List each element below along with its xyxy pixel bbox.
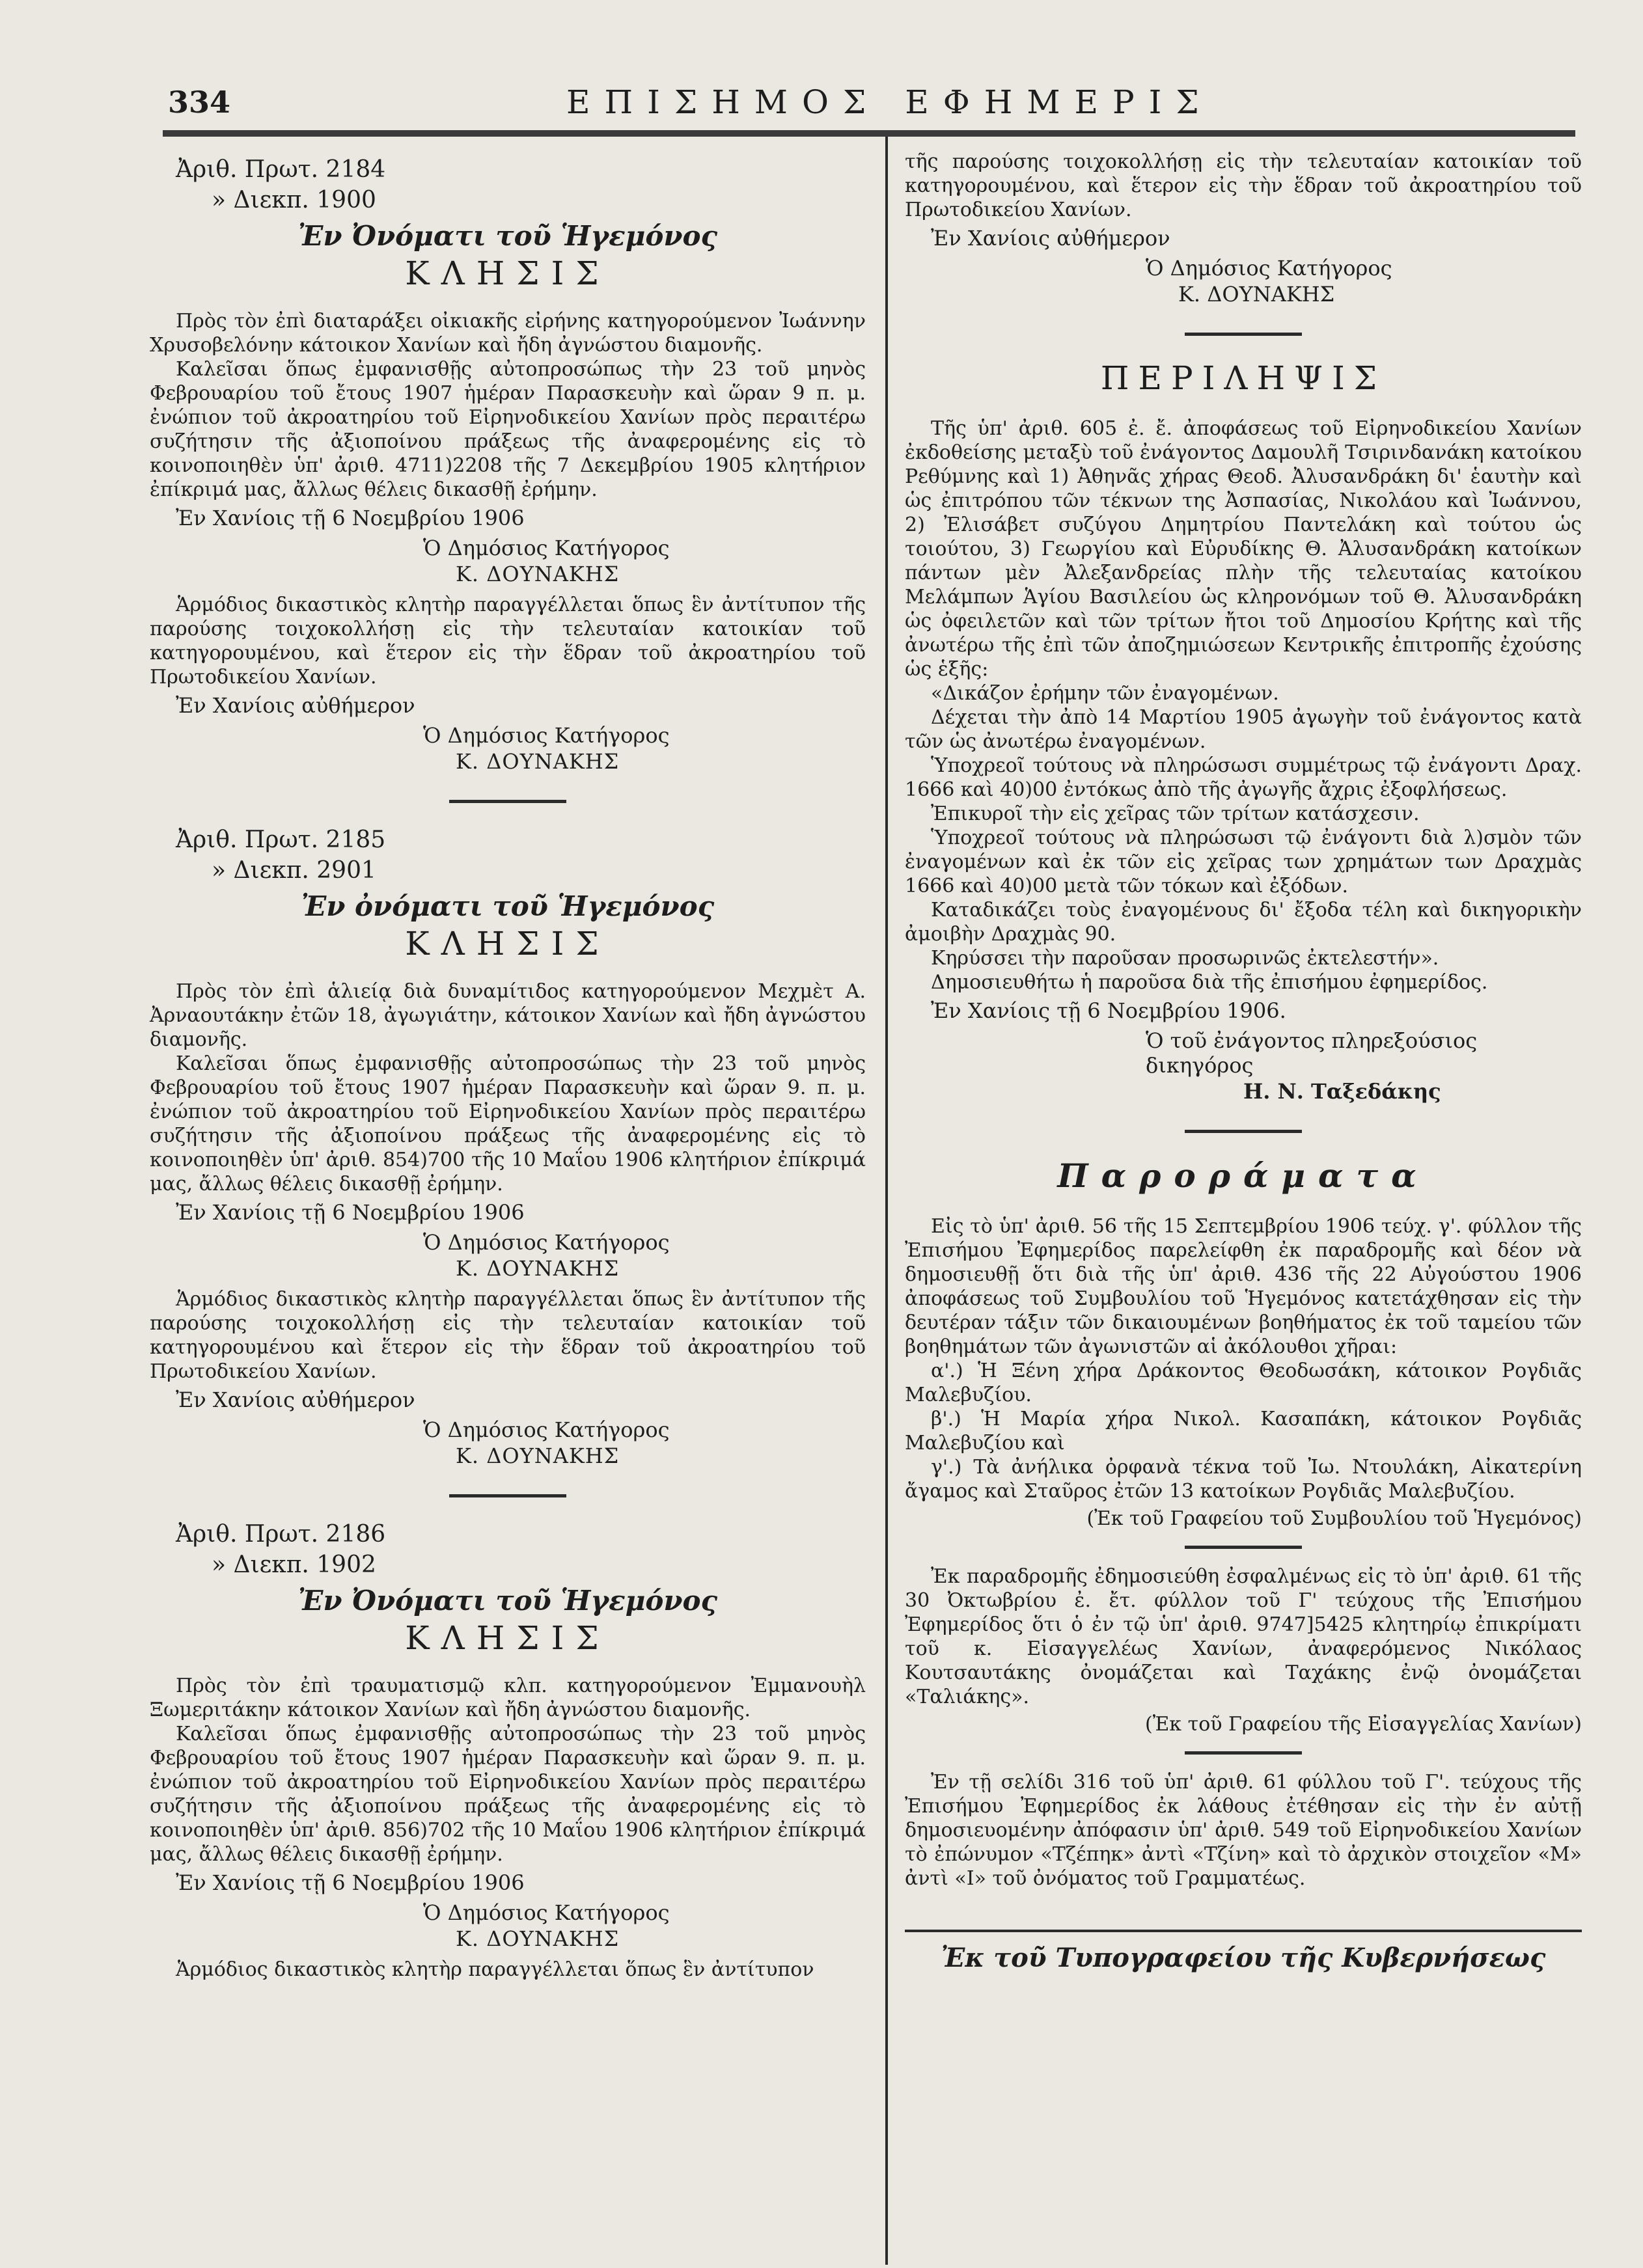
signature-role: Ὁ τοῦ ἐνάγοντος πληρεξούσιος δικηγόρος (1146, 1028, 1478, 1078)
paragraph: Τῆς ὑπ' ἀριθ. 605 ἐ. ἔ. ἀποφάσεως τοῦ Εἰρηνοδικείου Χανίων ἐκδοθείσης μεταξὺ τοῦ ἐνάγοντος Δαμουλῆ Τσιρινδανάκη κατοίκου Ρεθύμνης καὶ 1) Ἀθηνᾶς χήρας Θεοδ. Ἀλυσανδράκη δι' ἑαυτὴν καὶ ὡς ἐπιτρόπου τῶν τέκνων της Ἀσπασίας, Νικολάου καὶ Ἰωάννου, 2) Ἐλισάβετ συζύγου Δημητρίου Παντελάκη καὶ τούτου ὡς τοιούτου, 3) Γεωργίου καὶ Εὐρυδίκης Θ. Ἀλυσανδράκη κατοίκων πάντων μὲν Ἀλεξανδρείας πλὴν τῆς τελευταίας κατοίκου Μελάμπων Ἁγίου Βασιλείου ὡς κληρονόμων τοῦ Θ. Ἀλυσανδράκη ὡς ὀφειλετῶν καὶ τῶν τρίτων ἤτοι τοῦ Δημοσίου Κρήτης καὶ τῆς ἀνωτέρω τῆς ἐπὶ τῶν ἀποζημιώσεων Κεντρικῆς ἐπιτροπῆς ἐχούσης ὡς ἑξῆς: (905, 417, 1582, 681)
signature-role: Ὁ Δημόσιος Κατήγορος (1146, 256, 1392, 280)
notice-2184 (150, 156, 866, 774)
signature-name: Κ. ΔΟΥΝΑΚΗΣ (1178, 282, 1335, 307)
section-rule (1185, 1546, 1302, 1549)
paragraph: Ἁρμόδιος δικαστικὸς κλητὴρ παραγγέλλεται ὅπως ἓν ἀντίτυπον τῆς παρούσης τοιχοκολλήσῃ εἰς τὴν τελευταίαν κατοικίαν τοῦ κατηγορουμένου καὶ ἕτερον εἰς τὴν ἕδραν τοῦ ἀκροατηρίου τοῦ Πρωτοδικείου Χανίων. (150, 1288, 866, 1383)
page-header (163, 65, 1575, 124)
signature-name: Κ. ΔΟΥΝΑΚΗΣ (456, 562, 620, 586)
paragraph: «Δικάζον ἐρήμην τῶν ἐναγομένων. (931, 682, 1279, 705)
section-rule (1185, 333, 1302, 336)
section-rule (449, 1494, 566, 1497)
right-column (905, 150, 1582, 1973)
paragraph: Ὑποχρεοῖ τούτους νὰ πληρώσωσι τῷ ἐνάγοντι διὰ λ)σμὸν τῶν ἐναγομένων καὶ ἐκ τῶν εἰς χεῖρας των χρημάτων των Δραχμὰς 1666 καὶ 40)00 μετὰ τῶν τόκων καὶ ἐξόδων. (905, 827, 1582, 897)
section-rule (449, 800, 566, 803)
source-note: (Ἐκ τοῦ Γραφείου τοῦ Συμβουλίου τοῦ Ἡγεμόνος) (1086, 1507, 1582, 1530)
in-the-name-heading: Ἐν Ὀνόματι τοῦ Ἡγεμόνος (297, 220, 718, 252)
dateline: Ἐν Χανίοις αὐθήμερον (931, 226, 1170, 251)
paragraph: Πρὸς τὸν ἐπὶ διαταράξει οἰκιακῆς εἰρήνης κατηγορούμενον Ἰωάννην Χρυσοβελόνην κάτοικον Χανίων καὶ ἤδη ἀγνώστου διαμονῆς. (150, 310, 866, 357)
continued-paragraph: τῆς παρούσης τοιχοκολλήσῃ εἰς τὴν τελευταίαν κατοικίαν τοῦ κατηγορουμένου, καὶ ἕτερον εἰς τὴν ἕδραν τοῦ ἀκροατηρίου τοῦ Πρωτοδικείου Χανίων. (905, 150, 1582, 221)
paragraph: Καλεῖσαι ὅπως ἐμφανισθῇς αὐτοπροσώπως τὴν 23 τοῦ μηνὸς Φεβρουαρίου τοῦ ἔτους 1907 ἡμέραν Παρασκευὴν καὶ ὥραν 9. π. μ. ἐνώπιον τοῦ ἀκροατηρίου τοῦ Εἰρηνοδικείου Χανίων πρὸς περαιτέρω συζήτησιν τῆς ἀξιοποίνου πράξεως τῆς ἀναφερομένης εἰς τὸ κοινοποιηθὲν ὑπ' ἀριθ. 856)702 τῆς 10 Μαΐου 1906 κλητήριον ἐπίκριμά μας, ἄλλως θέλεις δικασθῇ ἐρήμην. (150, 1723, 866, 1866)
section-rule (1185, 1751, 1302, 1755)
dispatch-number: » Διεκπ. 1900 (212, 187, 376, 213)
protocol-number: Ἀριθ. Πρωτ. 2185 (176, 827, 386, 853)
signature-name: Κ. ΔΟΥΝΑΚΗΣ (456, 1926, 620, 1951)
protocol-number: Ἀριθ. Πρωτ. 2186 (176, 1521, 386, 1548)
list-item: γ'.) Τὰ ἀνήλικα ὀρφανὰ τέκνα τοῦ Ἰω. Ντουλάκη, Αἰκατερίνη ἄγαμος καὶ Σταῦρος ἐτῶν 13 κατοίκων Ρογδιᾶς Μαλεβυζίου. (905, 1456, 1582, 1503)
signature-role: Ὁ Δημόσιος Κατήγορος (423, 1230, 670, 1255)
dateline: Ἐν Χανίοις τῇ 6 Νοεμβρίου 1906. (931, 998, 1286, 1023)
dispatch-number: » Διεκπ. 1902 (212, 1551, 376, 1578)
signature-role: Ὁ Δημόσιος Κατήγορος (423, 536, 670, 560)
footer-rule (905, 1930, 1582, 1932)
page-number: 334 (168, 85, 231, 120)
section-rule (1185, 1130, 1302, 1133)
perilipsis-section (905, 359, 1582, 1104)
dateline: Ἐν Χανίοις τῇ 6 Νοεμβρίου 1906 (176, 506, 525, 530)
paragraph: Καλεῖσαι ὅπως ἐμφανισθῇς αὐτοπροσώπως τὴν 23 τοῦ μηνὸς Φεβρουαρίου τοῦ ἔτους 1907 ἡμέραν Παρασκευὴν καὶ ὥραν 9 π. μ. ἐνώπιον τοῦ ἀκροατηρίου τοῦ Εἰρηνοδικείου Χανίων πρὸς περαιτέρω συζήτησιν τῆς ἀξιοποίνου πράξεως τῆς ἀναφερομένης εἰς τὸ κοινοποιηθὲν ὑπ' ἀριθ. 4711)2208 τῆς 7 Δεκεμβρίου 1905 κλητήριον ἐπίκριμά μας, ἄλλως θέλεις δικασθῇ ἐρήμην. (150, 358, 866, 501)
left-column (150, 150, 866, 1982)
paragraph: Δέχεται τὴν ἀπὸ 14 Μαρτίου 1905 ἀγωγὴν τοῦ ἐνάγοντος κατὰ τῶν ὡς ἀνωτέρω ἐναγομένων. (905, 706, 1582, 753)
dateline: Ἐν Χανίοις τῇ 6 Νοεμβρίου 1906 (176, 1200, 525, 1225)
paragraph: Κηρύσσει τὴν παροῦσαν προσωρινῶς ἐκτελεστήν». (931, 947, 1439, 970)
dateline: Ἐν Χανίοις αὐθήμερον (176, 693, 415, 718)
list-item: α'.) Ἡ Ξένη χήρα Δράκοντος Θεοδωσάκη, κάτοικον Ρογδιᾶς Μαλεβυζίου. (905, 1359, 1582, 1406)
list-item: β'.) Ἡ Μαρία χήρα Νικολ. Κασαπάκη, κάτοικον Ρογδιᾶς Μαλεβυζίου καὶ (905, 1408, 1582, 1455)
notice-2185 (150, 827, 866, 1468)
paragraph: Ἁρμόδιος δικαστικὸς κλητὴρ παραγγέλλεται ὅπως ἓν ἀντίτυπον τῆς παρούσης τοιχοκολλήσῃ εἰς τὴν τελευταίαν κατοικίαν τοῦ κατηγορουμένου, καὶ ἕτερον εἰς τὴν ἕδραν τοῦ ἀκροατηρίου τοῦ Πρωτοδικείου Χανίων. (150, 594, 866, 689)
dispatch-number: » Διεκπ. 2901 (212, 857, 376, 884)
notice-2186 (150, 1521, 866, 1982)
signature-role: Ὁ Δημόσιος Κατήγορος (423, 723, 670, 748)
source-note: (Ἐκ τοῦ Γραφείου τῆς Εἰσαγγελίας Χανίων) (1145, 1713, 1582, 1736)
paragraph: Ὑποχρεοῖ τούτους νὰ πληρώσωσι συμμέτρως τῷ ἐνάγοντι Δραχ. 1666 καὶ 40)00 ἐντόκως ἀπὸ τῆς ἀγωγῆς ἄχρις ἐξοφλήσεως. (905, 754, 1582, 801)
summons-heading: ΚΛΗΣΙΣ (405, 925, 611, 963)
signature-name: Η. Ν. Ταξεδάκης (1243, 1079, 1441, 1104)
dateline: Ἐν Χανίοις αὐθήμερον (176, 1387, 415, 1412)
paragraph: Καλεῖσαι ὅπως ἐμφανισθῇς αὐτοπροσώπως τὴν 23 τοῦ μηνὸς Φεβρουαρίου τοῦ ἔτους 1907 ἡμέραν Παρασκευὴν καὶ ὥραν 9. π. μ. ἐνώπιον τοῦ ἀκροατηρίου τοῦ Εἰρηνοδικείου Χανίων πρὸς περαιτέρω συζήτησιν τῆς ἀξιοποίνου πράξεως τῆς ἀναφερομένης εἰς τὸ κοινοποιηθὲν ὑπ' ἀριθ. 854)700 τῆς 10 Μαΐου 1906 κλητήριον ἐπίκριμά μας, ἄλλως θέλεις δικασθῇ ἐρήμην. (150, 1052, 866, 1195)
paragraph: Ἐν τῇ σελίδι 316 τοῦ ὑπ' ἀριθ. 61 φύλλου τοῦ Γ'. τεύχους τῆς Ἐπισήμου Ἐφημερίδος ἐκ λάθους ἐτέθησαν εἰς τὴν ἐν αὐτῇ δημοσιευομένην ἀπόφασιν ὑπ' ἀριθ. 549 τοῦ Εἰρηνοδικείου Χανίων τὸ ἐπώνυμον «Τζέπηκ» ἀντὶ «Τζίνη» καὶ τὸ ἀρχικὸν στοιχεῖον «Μ» ἀντὶ «Ι» τοῦ ὀνόματος τοῦ Γραμματέως. (905, 1771, 1582, 1890)
protocol-number: Ἀριθ. Πρωτ. 2184 (176, 156, 386, 183)
printer-footer: Ἐκ τοῦ Τυπογραφείου τῆς Κυβερνήσεως (941, 1943, 1546, 1973)
paroramata-heading: Παροράματα (1057, 1156, 1429, 1195)
paragraph: Πρὸς τὸν ἐπὶ ἁλιείᾳ διὰ δυναμίτιδος κατηγορούμενον Μεχμὲτ Α. Ἀρναουτάκην ἐτῶν 18, ἀγωγιάτην, κάτοικον Χανίων καὶ ἤδη ἀγνώστου διαμονῆς. (150, 980, 866, 1051)
paragraph: Ἐκ παραδρομῆς ἐδημοσιεύθη ἐσφαλμένως εἰς τὸ ὑπ' ἀριθ. 61 τῆς 30 Ὀκτωβρίου ἐ. ἔτ. φύλλον τοῦ Γ' τεύχους τῆς Ἐπισήμου Ἐφημερίδος ὅτι ὁ ἐν τῷ ὑπ' ἀριθ. 9747]5425 κλητηρίῳ ἐπικρίματι τοῦ κ. Εἰσαγγελέως Χανίων, ἀναφερόμενος Νικόλαος Κουτσαυτάκης ὀνομάζεται καὶ Ταχάκης ἐνῷ ὀνομάζεται «Ταλιάκης». (905, 1565, 1582, 1708)
in-the-name-heading: Ἐν Ὀνόματι τοῦ Ἡγεμόνος (297, 1585, 718, 1617)
in-the-name-heading: Ἐν ὀνόματι τοῦ Ἡγεμόνος (301, 890, 715, 922)
header-rule (163, 130, 1575, 137)
column-divider (885, 137, 888, 2265)
paragraph: Ἐπικυροῖ τὴν εἰς χεῖρας τῶν τρίτων κατάσχεσιν. (931, 802, 1420, 825)
paragraph: Ἁρμόδιος δικαστικὸς κλητὴρ παραγγέλλεται ὅπως ἓν ἀντίτυπον (176, 1958, 814, 1981)
signature-name: Κ. ΔΟΥΝΑΚΗΣ (456, 749, 620, 774)
summons-heading: ΚΛΗΣΙΣ (405, 254, 611, 292)
masthead: ΕΠΙΣΗΜΟΣ ΕΦΗΜΕΡΙΣ (566, 83, 1213, 121)
signature-role: Ὁ Δημόσιος Κατήγορος (423, 1900, 670, 1925)
paragraph: Καταδικάζει τοὺς ἐναγομένους δι' ἔξοδα τέλη καὶ δικηγορικὴν ἀμοιβὴν Δραχμὰς 90. (905, 899, 1582, 946)
perilipsis-heading: ΠΕΡΙΛΗΨΙΣ (1100, 359, 1387, 397)
paragraph: Εἰς τὸ ὑπ' ἀριθ. 56 τῆς 15 Σεπτεμβρίου 1906 τεύχ. γ'. φύλλον τῆς Ἐπισήμου Ἐφημερίδος παρελείφθη ἐκ παραδρομῆς καὶ δέον νὰ δημοσιευθῇ ὅτι διὰ τῆς ὑπ' ἀριθ. 436 τῆς 22 Αὐγούστου 1906 ἀποφάσεως τοῦ Συμβουλίου τοῦ Ἡγεμόνος κατετάχθησαν εἰς τὴν δευτέραν τάξιν τῶν δικαιουμένων βοηθήματος ἐκ τοῦ ταμείου τῶν βοηθημάτων τῶν ἀγωνιστῶν αἱ ἀκόλουθοι χῆραι: (905, 1215, 1582, 1358)
summons-heading: ΚΛΗΣΙΣ (405, 1619, 611, 1657)
dateline: Ἐν Χανίοις τῇ 6 Νοεμβρίου 1906 (176, 1870, 525, 1895)
paragraph: Πρὸς τὸν ἐπὶ τραυματισμῷ κλπ. κατηγορούμενον Ἐμμανουὴλ Ξωμεριτάκην κάτοικον Χανίων καὶ ἤδη ἀγνώστου διαμονῆς. (150, 1674, 866, 1721)
signature-name: Κ. ΔΟΥΝΑΚΗΣ (456, 1256, 620, 1281)
signature-name: Κ. ΔΟΥΝΑΚΗΣ (456, 1443, 620, 1468)
paragraph: Δημοσιευθήτω ἡ παροῦσα διὰ τῆς ἐπισήμου ἐφημερίδος. (931, 971, 1488, 994)
signature-role: Ὁ Δημόσιος Κατήγορος (423, 1417, 670, 1442)
paroramata-section (905, 1156, 1582, 1891)
